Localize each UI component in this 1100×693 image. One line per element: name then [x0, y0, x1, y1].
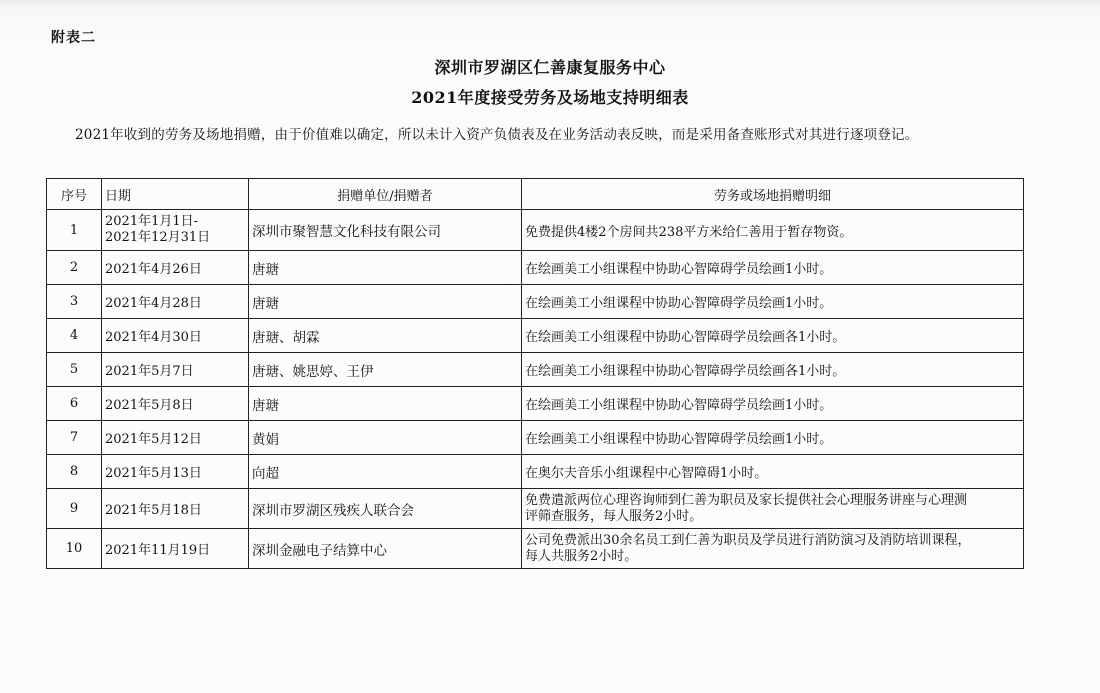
row-number: 6: [47, 387, 102, 421]
row-date: [102, 210, 249, 251]
table-row: [47, 455, 1024, 489]
row-detail-line: 免费遣派两位心理咨询师到仁善为职员及家长提供社会心理服务讲座与心理测: [525, 492, 968, 508]
row-date: 2021年5月13日: [102, 455, 249, 489]
column-header-detail: 劳务或场地捐赠明细: [522, 179, 1024, 210]
column-header-date: 日期: [102, 179, 249, 210]
row-detail-line: 公司免费派出30余名员工到仁善为职员及学员进行消防演习及消防培训课程，: [525, 532, 971, 548]
row-detail-line: 评筛查服务，每人服务2小时。: [525, 508, 703, 524]
row-date: 2021年5月8日: [102, 387, 249, 421]
row-number: 1: [47, 210, 102, 251]
table-row: [47, 285, 1024, 319]
row-donor: 深圳市罗湖区残疾人联合会: [249, 489, 522, 529]
table-row: [47, 251, 1024, 285]
row-donor: 深圳金融电子结算中心: [249, 529, 522, 569]
row-number: 9: [47, 489, 102, 529]
row-donor: 唐瑭、胡霖: [249, 319, 522, 353]
row-number: 4: [47, 319, 102, 353]
document-title-organization: 深圳市罗湖区仁善康复服务中心: [434, 58, 666, 77]
table-row: [47, 319, 1024, 353]
column-header-donor: 捐赠单位/捐赠者: [249, 179, 522, 210]
row-detail: [522, 529, 1024, 569]
row-date: 2021年4月26日: [102, 251, 249, 285]
row-date-end: 2021年12月31日: [105, 230, 211, 245]
row-date: 2021年4月30日: [102, 319, 249, 353]
row-date-start: 2021年1月1日-: [105, 214, 199, 229]
row-detail: 在绘画美工小组课程中协助心智障碍学员绘画各1小时。: [522, 353, 1024, 387]
row-date: 2021年4月28日: [102, 285, 249, 319]
row-detail: 在绘画美工小组课程中协助心智障碍学员绘画1小时。: [522, 421, 1024, 455]
row-detail: 在绘画美工小组课程中协助心智障碍学员绘画1小时。: [522, 285, 1024, 319]
column-header-number: 序号: [47, 179, 102, 210]
table-row: [47, 353, 1024, 387]
row-date: 2021年11月19日: [102, 529, 249, 569]
row-detail: 在绘画美工小组课程中协助心智障碍学员绘画各1小时。: [522, 319, 1024, 353]
row-donor: 唐瑭、姚思婷、王伊: [249, 353, 522, 387]
table-row: [47, 387, 1024, 421]
row-donor: 唐瑭: [249, 387, 522, 421]
row-detail-line: 每人共服务2小时。: [525, 548, 638, 564]
table-row: [47, 210, 1024, 251]
row-number: 7: [47, 421, 102, 455]
row-donor: 唐瑭: [249, 251, 522, 285]
row-detail: [522, 489, 1024, 529]
document-title-report: 2021年度接受劳务及场地支持明细表: [411, 88, 689, 107]
table-row: [47, 489, 1024, 529]
row-detail: 免费提供4楼2个房间共238平方米给仁善用于暂存物资。: [522, 210, 1024, 251]
scan-edge-shadow: [0, 0, 1100, 8]
row-date: 2021年5月7日: [102, 353, 249, 387]
row-donor: 深圳市聚智慧文化科技有限公司: [249, 210, 522, 251]
row-detail: 在绘画美工小组课程中协助心智障碍学员绘画1小时。: [522, 387, 1024, 421]
row-number: 3: [47, 285, 102, 319]
row-donor: 向超: [249, 455, 522, 489]
row-number: 2: [47, 251, 102, 285]
row-date: 2021年5月18日: [102, 489, 249, 529]
row-date: 2021年5月12日: [102, 421, 249, 455]
row-number: 10: [47, 529, 102, 569]
row-donor: 唐瑭: [249, 285, 522, 319]
table-row: [47, 529, 1024, 569]
donation-detail-table: [46, 178, 1024, 569]
annex-label: 附表二: [51, 30, 96, 46]
intro-paragraph: 2021年收到的劳务及场地捐赠，由于价值难以确定，所以未计入资产负债表及在业务活动表反映，而是采用备查账形式对其进行逐项登记。: [75, 127, 919, 143]
row-donor: 黄娟: [249, 421, 522, 455]
row-detail: 在绘画美工小组课程中协助心智障碍学员绘画1小时。: [522, 251, 1024, 285]
row-detail: 在奥尔夫音乐小组课程中心智障碍1小时。: [522, 455, 1024, 489]
row-number: 5: [47, 353, 102, 387]
table-row: [47, 421, 1024, 455]
row-number: 8: [47, 455, 102, 489]
table-header-row: [47, 179, 1024, 210]
